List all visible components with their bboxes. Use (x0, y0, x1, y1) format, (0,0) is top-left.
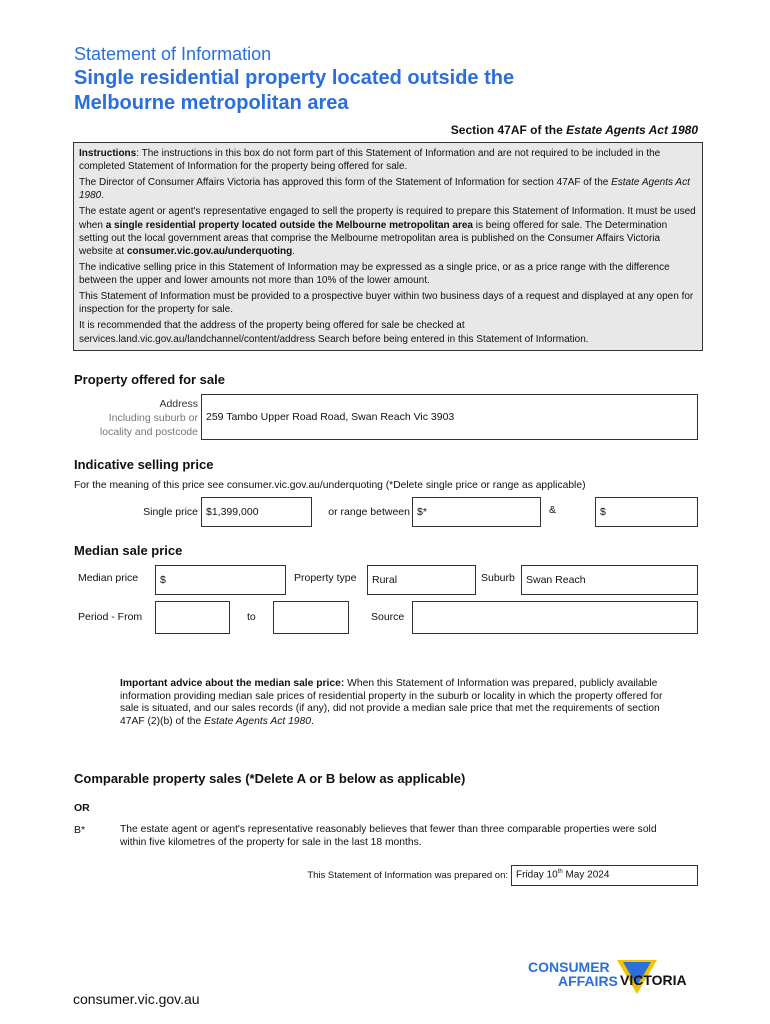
instructions-p3-text2: is being offered for sale. The Determination setting out the local government areas that comprise the Melbourne metropolitan area is published on the Consumer Affairs Victoria website at (79, 219, 668, 258)
source-field[interactable] (412, 601, 698, 634)
source-label: Source (371, 611, 405, 623)
property-heading: Property offered for sale (74, 372, 225, 387)
instructions-p5: This Statement of Information must be provided to a prospective buyer within two business days of a request and displayed at any open for inspection for the property for sale. (79, 291, 694, 316)
median-heading: Median sale price (74, 543, 183, 558)
underquoting-link[interactable]: consumer.vic.gov.au/underquoting (126, 246, 293, 258)
address-label-line-2: Including suburb or (108, 412, 198, 424)
advice-label: Important advice about the median sale price: (120, 678, 345, 689)
period-from-field[interactable] (155, 601, 230, 634)
consumer-affairs-logo (528, 960, 618, 988)
instructions-p3-text: The estate agent or agent's representative engaged to sell the property is required to prepare this Statement of Information. It must be used when (79, 206, 696, 231)
form-title-line-1: Single residential property located outside the (74, 67, 515, 89)
prepared-on-label: This Statement of Information was prepared on: (307, 870, 508, 881)
address-label (78, 397, 198, 439)
period-to-field[interactable] (273, 601, 349, 634)
option-b-label: B* (74, 824, 86, 836)
instructions-p6: It is recommended that the address of the property being offered for sale be checked at services.land.vic.gov.au/landchannel/content/address Search before being entered in this Statement of Information. (79, 320, 589, 345)
single-price-field[interactable]: $1,399,000 (201, 497, 312, 527)
instructions-p1 (79, 147, 696, 173)
prepared-day-suffix: th (557, 869, 563, 875)
footer-url[interactable]: consumer.vic.gov.au (73, 991, 200, 1007)
period-to-label: to (247, 611, 256, 623)
property-type-field[interactable]: Rural (367, 565, 476, 595)
or-label: OR (74, 802, 90, 814)
option-b-text: The estate agent or agent's representative reasonably believes that fewer than three comparable properties were sold within five kilometres of the property for sale in the last 18 months. (120, 824, 657, 848)
instructions-p2-text: The Director of Consumer Affairs Victoria has approved this form of the Statement of Information for section 47AF of the (79, 177, 612, 189)
comparable-heading: Comparable property sales (*Delete A or B below as applicable) (74, 771, 466, 786)
median-price-label: Median price (78, 572, 139, 584)
logo-victoria: VICTORIA (620, 972, 687, 988)
range-low-field[interactable]: $* (412, 497, 541, 527)
address-label-line-3: locality and postcode (99, 426, 198, 438)
advice-act: Estate Agents Act 1980 (204, 715, 311, 727)
range-high-field[interactable]: $ (595, 497, 698, 527)
instructions-p3 (79, 205, 696, 258)
form-subtitle: Statement of Information (74, 44, 272, 64)
section-prefix: Section 47AF of the (450, 123, 567, 137)
instructions-p3-bold: a single residential property located outside the Melbourne metropolitan area (105, 219, 473, 231)
address-field[interactable]: 259 Tambo Upper Road Road, Swan Reach Vic 3903 (201, 394, 698, 440)
range-ampersand: & (549, 504, 557, 516)
logo-line-1: CONSUMER (528, 959, 610, 975)
instructions-p2-end: . (101, 190, 105, 202)
median-price-field[interactable]: $ (155, 565, 286, 595)
instructions-p2 (79, 176, 696, 202)
instructions-p1-text: : The instructions in this box do not form part of this Statement of Information and are not required to be included in the completed Statement of Information for the property being offered for sale. (79, 148, 661, 173)
price-heading: Indicative selling price (74, 457, 214, 472)
address-label-line-1: Address (159, 398, 198, 410)
prepared-month-year: May 2024 (562, 869, 610, 881)
advice-text: When this Statement of Information was prepared, publicly available information providing median sale prices of residential property in the suburb or locality in which the property offered for sale is situated, and our sales records (if any), did not provide a median sale price that met the requirements of section 47AF (2)(b) of the (120, 678, 663, 727)
logo-line-2: AFFAIRS (558, 973, 618, 989)
form-title (74, 66, 634, 116)
range-label: or range between (328, 506, 410, 518)
suburb-field[interactable]: Swan Reach (521, 565, 698, 595)
median-advice (120, 678, 665, 728)
section-act: Estate Agents Act 1980 (566, 123, 698, 137)
price-note: For the meaning of this price see consumer.vic.gov.au/underquoting (*Delete single price or range as applicable) (74, 480, 586, 491)
property-type-label: Property type (294, 572, 357, 584)
instructions-p2-act: Estate Agents Act 1980 (79, 177, 690, 202)
prepared-on-field[interactable] (511, 865, 698, 886)
suburb-label: Suburb (481, 572, 515, 584)
prepared-day: Friday 10 (516, 869, 558, 881)
advice-end: . (310, 715, 314, 727)
form-title-line-2: Melbourne metropolitan area (74, 92, 349, 114)
single-price-label: Single price (143, 506, 198, 518)
instructions-p4: The indicative selling price in this Statement of Information may be expressed as a single price, or as a price range with the difference between the upper and lower amounts not more than 10% of the lower amount. (79, 262, 670, 287)
instructions-box (73, 142, 703, 351)
period-from-label: Period - From (78, 611, 143, 623)
instructions-p3-end: . (292, 246, 295, 258)
instructions-label: Instructions (79, 148, 137, 159)
section-reference (451, 123, 698, 137)
